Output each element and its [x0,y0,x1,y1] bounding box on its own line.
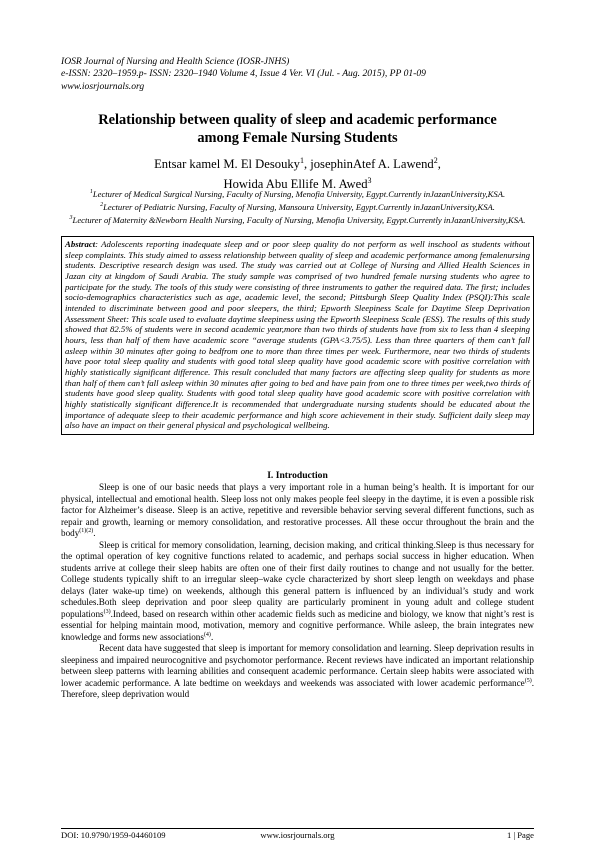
journal-website: www.iosrjournals.org [61,80,145,92]
affiliation-2-text: Lecturer of Pediatric Nursing, Faculty of Nursing, Mansoura University, Egypt.Currently inJazanUniversity,KSA. [103,201,495,212]
paper-title-line2: among Female Nursing Students [197,130,398,146]
paragraph-3-end: . Therefore, sleep deprivation would [61,677,534,699]
abstract-text: : Adolescents reporting inadequate sleep and or poor sleep quality do not perform as well inschool as students without sleep complaints. This study aimed to assess relationship between quality of sleep and academic performance among femalenursing students. Descriptive research design was used. The study was carried out at College of Nursing and Allied Health Sciences in Jazan city at kingdom of Saudi Arabia. The study sample was comprised of two hundred female nursing students who agree to participate for the study. The tools of this study were consisting of three instruments to gather the required data. The first; includes socio-demographics characteristics such as age, academic level, the second; Pittsburgh Sleep Quality Index (PSQI):This scale intended to discriminate between good and poor sleepers, the third; Epworth Sleepiness Scale for Daytime Sleep Deprivation Assessment Sheet: This scale used to evaluate daytime sleepiness using the Epworth Sleepiness Scale (ESS). The results of this study showed that 82.5% of students were in second academic year,more than two thirds of students have from six to less than 4 sleeping hours, less than half of them have academic score “average students (GPA<3.75/5). Less than three quarters of them can’t fall asleep within 30 minutes after going to bedfrom one to more than three times per week. Furthermore, near two thirds of students have poor total sleep quality and students with good total sleep quality have good academic score with positive correlation with highly statistically significant difference. This result concluded that many factors are affecting sleep quality for students as more than half of them can’t fall asleep within 30 minutes after going to bed and have pain from one to three times per week,two thirds of students have good sleep quality. Students with good total sleep quality have good academic score with positive correlation with highly statistically significant difference.It is recommended that undergraduate nursing students should be educated about the importance of adequate sleep to their academic performance and high score achievement in their study. Sufficient daily sleep may also have an impact on their general physical and psychological wellbeing. [65,239,530,431]
page-footer [61,830,534,842]
affiliation-3-marker: 3 [69,215,73,222]
paragraph-1-end: . [93,528,96,538]
citation-marker: (5) [524,677,532,684]
footer-website: www.iosrjournals.org [260,830,335,840]
author-3: Howida Abu Ellife M. Awed [223,176,368,191]
paragraph-3-text: Recent data have suggested that sleep is important for memory consolidation and learning. Sleep deprivation results in sleepiness and impaired neurocognitive and psychomotor performance. Recent reviews have indicated an important relationship between sleep patterns with learning abilities and consequent academic performance. Certain sleep habits were associated with lower academic performance. A late bedtime on weekdays and weekends was associated with lower academic performance [61,643,534,688]
paragraph-3 [61,643,534,701]
paragraph-2-mid: .Indeed, based on research within other academic fields such as medicine and biology, we know that night’s rest is essential for helping maintain mood, motivation, memory and cognitive performance. While asleep, the brain integrates new knowledge and forms new associations [61,608,534,642]
journal-header [61,56,541,93]
affiliation-1 [62,187,533,200]
author-1-marker: 1 [299,156,304,165]
author-3-marker: 3 [367,175,372,185]
journal-issn-line: e-ISSN: 2320–1959.p- ISSN: 2320–1940 Volume 4, Issue 4 Ver. VI (Jul. - Aug. 2015), PP 01-09 [61,68,426,80]
affiliation-list [62,187,533,226]
section-heading-introduction: I. Introduction [267,470,328,481]
affiliation-2 [62,200,533,213]
journal-name: IOSR Journal of Nursing and Health Science (IOSR-JNHS) [61,56,290,67]
paragraph-1-text: Sleep is one of our basic needs that plays a very important role in a human being’s health. It is important for our physical, intellectual and emotional health. Sleep loss not only makes people feel sleepy in the daytime, it is even a possible risk factor for Alzheimer’s disease. Sleep is an active, repetitive and reversible behavior serving several different functions, such as repair and growth, learning or memory consolidation, and restorative processes. All these occur throughout the brain and the body [61,482,534,538]
footer-doi: DOI: 10.9790/1959-04460109 [61,830,166,840]
paragraph-2-end: . [210,631,214,642]
author-2-trail: , [437,157,441,172]
footer-divider [61,828,534,829]
paper-title-line1: Relationship between quality of sleep and academic performance [98,112,497,128]
affiliation-1-text: Lecturer of Medical Surgical Nursing, Faculty of Nursing, Menofia University, Egypt.Currently inJazanUniversity,KSA. [92,188,506,199]
citation-marker: (3) [103,608,111,615]
abstract-label: Abstract [65,239,96,249]
affiliation-2-marker: 2 [100,202,104,209]
footer-page-number: 1 | Page [506,830,534,840]
citation-marker: (4) [203,631,211,638]
citation-marker: (1)(2) [79,527,94,534]
abstract-box [61,236,534,435]
paragraph-1 [61,482,534,540]
author-1: Entsar kamel M. El Desouky [154,157,300,172]
author-line-1 [60,153,535,173]
paragraph-2 [61,540,534,644]
paragraph-2-text: Sleep is critical for memory consolidation, learning, decision making, and critical thinking.Sleep is thus necessary for the optimal operation of key cognitive functions related to academic, and perhaps social success in higher education. When students arrive at college their sleep habits are often one of their first daily routines to change and not usually for the better. College students typically shift to an irregular sleep–wake cycle characterized by short sleep length on weekdays and phase delays (later wake-up time) on weekends, although this general pattern is influenced by an individual’s study and work schedules.Both sleep deprivation and poor sleep quality are particularly prominent in young adult and college student populations [61,539,534,619]
introduction-body [61,482,534,701]
author-2: , josephinAtef A. Lawend [303,157,434,172]
author-2-marker: 2 [433,156,438,165]
affiliation-3-text: Lecturer of Maternity &Newborn Health Nursing, Faculty of Nursing, Menofia University, Egypt.Currently inJazanUniversity,KSA. [72,214,526,225]
affiliation-3 [62,213,533,226]
affiliation-1-marker: 1 [89,189,93,195]
paper-title [60,111,535,147]
